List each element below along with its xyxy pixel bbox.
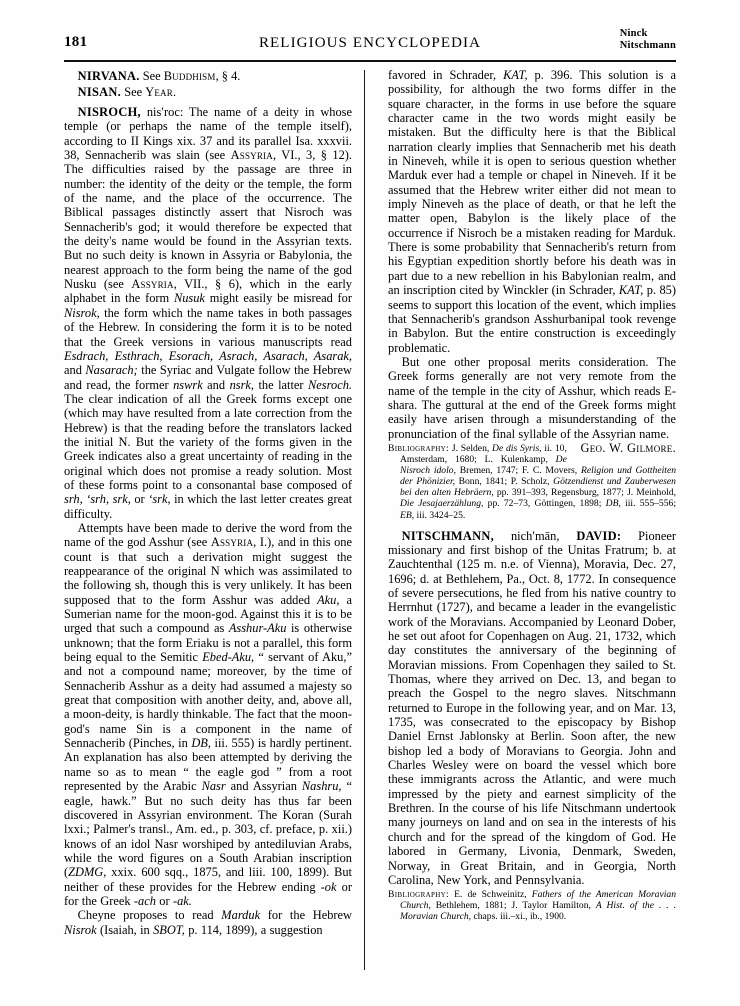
nisroch-p2b: , I.), and in this one count is that such a derivation might suggest the reappearance of the original N which was assimilated to the following sh, though this is very unlikely. It has been supposed that to the form Asshur was added: [64, 535, 352, 607]
entry-nitschmann: [388, 529, 676, 888]
nisroch-bib-it1: De dis Syris,: [492, 442, 542, 454]
nisroch-p1-it3: Esdrach, Esthrach, Esorach, Asrach, Asarach, Asarak,: [64, 348, 352, 363]
nitschmann-bib-it2: A Hist. of the . . . Moravian Church,: [400, 900, 676, 923]
nisroch-p2i: xxix. 600 sqq., 1875, and liii. 100, 1899). But neither of these provides for the Hebrew ending: [64, 865, 352, 894]
entry-nisan: [64, 84, 352, 100]
nisroch-p1-it7: Nesroch.: [308, 377, 352, 392]
entry-nisan-see: See: [124, 85, 146, 99]
nisroch-p1-sc2: Assyria: [131, 277, 174, 292]
entry-nisroch-paragraph-1: [64, 105, 352, 521]
entry-nirvana-target: Buddhism: [163, 69, 216, 83]
nisroch-p2h: “ eagle, hawk.” But no such deity has thus far been discovered in Assyrian environment. The Koran (Surah lxxi.; Palmer's transl., Am. ed., p. 303, cf. preface, p. xii.) knows of an idol Nasr worshiped by antediluvian Arabs, while the word figures on a South Arabian inscription (: [64, 779, 352, 880]
spacer: [388, 521, 676, 529]
nisroch-bib-e: pp. 391–393, Regensburg, 1877; J. Meinhold,: [493, 487, 676, 499]
nisroch-p3b: for the Hebrew: [260, 908, 352, 923]
nitschmann-bib-c: chaps. iii.–xi., ib., 1900.: [471, 911, 567, 923]
nisroch-p2-it2: Asshur-Aku: [228, 621, 287, 636]
nitschmann-bib-b: Bethlehem, 1881; J. Taylor Hamilton,: [430, 900, 596, 912]
entry-nirvana: [64, 68, 352, 84]
nisroch-p1j: The clear indication of all the Greek forms except one (which may have resulted from a late correction from the Hebrew) is that the reading before the translators lacked the initial N. But the variety of the forms given in the Greek indicates also a great uncertainty of reading in the original which does not promise a ready solution. Most of these forms point to a consonantal base composed of: [64, 391, 352, 492]
nisroch-p2g: and Assyrian: [225, 779, 302, 794]
entry-nirvana-see: See: [142, 69, 164, 83]
page-folio-number: 181: [64, 34, 88, 50]
nisroch-p2-it6: Nashru,: [301, 779, 342, 794]
nisroch-p3c: (Isaiah, in: [96, 922, 154, 937]
entry-nisroch-author-signature: Geo. W. Gilmore.: [580, 440, 676, 455]
nisroch-p3c-it2: KAT,: [618, 283, 644, 298]
entry-nisroch-headword: NISROCH,: [77, 105, 141, 119]
entry-nirvana-headword: NIRVANA.: [77, 69, 140, 83]
entry-nisroch-pronunciation: nis′roc:: [146, 105, 184, 119]
nisroch-p2-sc1: Assyria: [210, 535, 254, 550]
running-head: [64, 28, 676, 58]
right-column: [388, 68, 676, 996]
nisroch-p1e: the form which the name takes in both passages of the Hebrew. In considering the form it is to be noted that the Greek versions in various manuscripts read: [64, 305, 352, 349]
running-title: RELIGIOUS ENCYCLOPEDIA: [258, 35, 482, 51]
nisroch-p1a: The name of a deity in whose temple (or perhaps the name of the temple itself), according to II Kings xix. 37 and its parallel Isa. xxxvii. 38, Sennacherib was slain (see: [64, 105, 352, 163]
nisroch-p1i: the latter: [254, 377, 309, 392]
running-head-right: [620, 28, 676, 53]
nisroch-p2j: or for the Greek: [64, 879, 352, 908]
nisroch-bib-it5: Die Jesajaerzählung,: [400, 498, 484, 510]
nisroch-p3-it3: SBOT,: [153, 922, 185, 937]
nisroch-p1f: and: [64, 363, 86, 378]
nisroch-p2-it9: -ach: [133, 893, 156, 908]
entry-nisan-target: Year: [145, 85, 173, 99]
nisroch-bib-d: Bonn, 1841; P. Scholz,: [455, 476, 554, 488]
nisroch-p1c: , VII., § 6), which in the early alphabet in the form: [64, 277, 353, 306]
nisroch-p1-it5: nswrk: [173, 377, 203, 392]
nisroch-p2-it4: DB,: [191, 736, 211, 751]
entry-nitschmann-given-name: DAVID:: [576, 528, 622, 543]
nisroch-bib-it3: Religion und Gottheiten der Phönizier,: [400, 465, 676, 488]
nisroch-p1-it2: Nisrok,: [64, 305, 100, 320]
nisroch-p2-it5: Nasr: [201, 779, 226, 794]
entry-nisroch-paragraph-3-continued: [388, 68, 676, 355]
nisroch-p2c: a Sumerian name for the moon-god. Against this it is to be urged that such a compound as: [64, 592, 352, 636]
nisroch-p1h: and: [202, 377, 230, 392]
nisroch-p4a: But one other proposal merits consideration. The Greek forms generally are not very remote from the name of the temple in the city of Asshur, which reads E-shara. The guttural at the end of the Greek forms might easily have arisen through a misunderstanding of the pronunciation of the final syllable of the Assyrian name.: [388, 354, 676, 441]
entry-nitschmann-body: Pioneer missionary and first bishop of the Unitas Fratrum; b. at Zauchtenthal (125 m. n.e. of Vienna), Moravia, Dec. 27, 1696; d. at Bethlehem, Pa., Oct. 8, 1772. In consequence of severe persecutions, he fled from his native country to Herrnhut (1727), and became a leader in the evangelistic work of the Moravians. Accompanied by Leonard Dober, he set out afoot for Copenhagen on Aug. 21, 1732, which day constitutes the anniversary of the beginning of Moravian missions. From Copenhagen they sailed to St. Thomas, where they arrived on Dec. 13, and began to preach the Gospel to the negro slaves. Nitschmann returned to Europe in the following year, and on Mar. 13, 1735, was consecrated to the episcopacy by Bishop Daniel Ernst Jablonsky at Berlin. Soon after, the new bishop led a body of Moravians to Georgia. John and Charles Wesley were on board the vessel which bore these immigrants across the Atlantic, and were much impressed by the piety and earnest simplicity of the Brethren. In the course of his life Nitschmann undertook many journeys on land and on sea in the interests of his church and for the spread of the kingdom of God. He labored in Germany, Livonia, Denmark, Sweden, Norway, in Great Britain, and in Georgia, North Carolina, New York, and Pennsylvania.: [388, 528, 676, 887]
nisroch-p1b: , VI., 3, § 12). The difficulties raised by the passage are three in number: the identity of the deity or the temple, the form of the name, and the place of the occurrence. The Biblical passages distinctly assert that Nisroch was Sennacherib's god; it would therefore be expected that the deity's name would be found in the Assyrian texts. But no such deity is known in Assyria or Babylonia, the nearest approach to the form being the name of the god Nusku (see: [64, 148, 352, 292]
nisroch-p3a: Cheyne proposes to read: [77, 908, 222, 923]
nisroch-p2e: “ servant of Aku,” and not a compound name; moreover, by the time of Sennacherib Asshur as a deity had assumed a majesty so great that composition with another deity, and, above all, a moon-deity, is hardly thinkable. The fact that the moon-god's name Sin is a component in the name of Sennacherib (Pinches, in: [64, 650, 352, 751]
nisroch-p1l: in which the last letter creates great difficulty.: [64, 492, 353, 521]
entry-nitschmann-pronunciation: nich′mān,: [494, 528, 577, 543]
nisroch-p2k: or: [155, 893, 173, 908]
column-divider-rule: [364, 70, 365, 970]
entry-nisroch-paragraph-2: [64, 521, 352, 908]
nisroch-p2-it3: Ebed-Aku,: [202, 650, 255, 665]
nisroch-bib-it4: Götzendienst und Zauberwesen bei den alten Hebräern,: [400, 476, 676, 499]
nisroch-bib-it2: De Nisroch idolo,: [400, 454, 567, 477]
nisroch-p1-it1: Nusuk: [173, 291, 205, 306]
entry-nisan-headword: NISAN.: [77, 85, 122, 99]
nisroch-bib-g: iii. 555–556;: [620, 498, 676, 510]
entry-nisan-suffix: .: [172, 85, 177, 99]
nitschmann-bib-a: E. de Schweinitz,: [449, 889, 532, 901]
entry-nitschmann-bibliography: [388, 889, 676, 922]
nisroch-bib-it6: DB,: [605, 498, 621, 510]
nisroch-p3c-b: p. 396. This solution is a possibility, for although the two forms differ in the square character, in the forms in use before the square character came in the two words might easily be mistaken. But the difficulty here is that the Biblical narration clearly implies that Sennacherib met his death in Nineveh, while it is open to serious question whether Marduk ever had a temple or chapel in Nineveh. If it be assumed that the Hebrew writer either did not mean to imply Nineveh as the place of death, or that he left the matter open, Babylon is the likely place of the occurrence if Nisroch be a mistaken reading for Marduk. There is some probability that Sennacherib's return from his Egyptian expedition shortly before his death was in part due to a new rebellion in his Babylonian realm, and an inscription cited by Winckler (in Schrader,: [388, 68, 676, 298]
running-head-right-line1: Ninck: [619, 28, 648, 39]
nisroch-p2a: Attempts have been made to derive the word from the name of the god Asshur (see: [64, 520, 352, 550]
nisroch-p3d: p. 114, 1899), a suggestion: [184, 922, 323, 937]
nisroch-bib-f: pp. 72–73, Göttingen, 1898;: [483, 498, 606, 510]
entry-nirvana-suffix: , § 4.: [215, 69, 241, 83]
running-head-right-line2: Nitschmann: [619, 40, 676, 52]
nisroch-bib-it7: EB,: [400, 509, 415, 521]
text-columns: [64, 68, 676, 996]
nisroch-p2-it1: Aku,: [317, 592, 340, 607]
nisroch-p2-it8: -ok: [320, 879, 337, 894]
entry-nitschmann-headword: NITSCHMANN,: [401, 528, 495, 543]
nisroch-bib-h: iii. 3424–25.: [414, 509, 466, 521]
nisroch-bib-a: J. Selden,: [449, 442, 493, 454]
bibliography-label-nisroch: Bibliography:: [388, 442, 450, 454]
nisroch-p1-it6: nsrk,: [229, 377, 254, 392]
nisroch-p3c-it1: KAT,: [503, 68, 528, 82]
nisroch-p1-it8: srh, ‘srh, srk,: [64, 492, 131, 507]
nisroch-p1g: the Syriac and Vulgate follow the Hebrew and read, the former: [64, 363, 352, 392]
nisroch-bib-c: Bremen, 1747; F. C. Movers,: [455, 465, 581, 477]
nisroch-bib-b: ii. 10, Amsterdam, 1680; L. Kulenkamp,: [400, 442, 567, 466]
header-rule: [64, 60, 676, 62]
left-column: [64, 68, 352, 996]
nisroch-p2-it7: ZDMG,: [68, 865, 107, 880]
nisroch-p1k: or: [130, 492, 149, 507]
nisroch-p2f: iii. 555) is hardly pertinent. An explanation has also been attempted by deriving the name so as to mean “ the eagle god ” from a root represented by the Arabic: [64, 736, 353, 794]
nisroch-p2-it10: -ak.: [172, 893, 192, 908]
nisroch-p3-it1: Marduk: [221, 908, 261, 923]
nisroch-p3c-a: favored in Schrader,: [388, 68, 504, 82]
bibliography-label-nitschmann: Bibliography:: [388, 889, 450, 901]
nitschmann-bib-it1: Fathers of the American Moravian Church,: [400, 889, 676, 912]
nisroch-p1-it4: Nasarach;: [85, 363, 138, 378]
nisroch-p3c-c: p. 85) seems to support this location of the event, which implies that Sennacherib's grandson Asshurbanipal took revenge in Babylon. But the entire construction is exceedingly problematic.: [388, 283, 676, 355]
nisroch-p3-it2: Nisrok: [64, 922, 97, 937]
nisroch-p1d: might easily be misread for: [204, 291, 352, 306]
nisroch-p1-sc1: Assyria: [230, 148, 273, 163]
entry-nisroch-paragraph-3: [64, 908, 352, 937]
nisroch-p1-it9: ‘srk,: [148, 492, 171, 507]
nisroch-p2d: is otherwise unknown; that the form Eriaku is not a parallel, this form being equal to the Semitic: [64, 621, 352, 665]
